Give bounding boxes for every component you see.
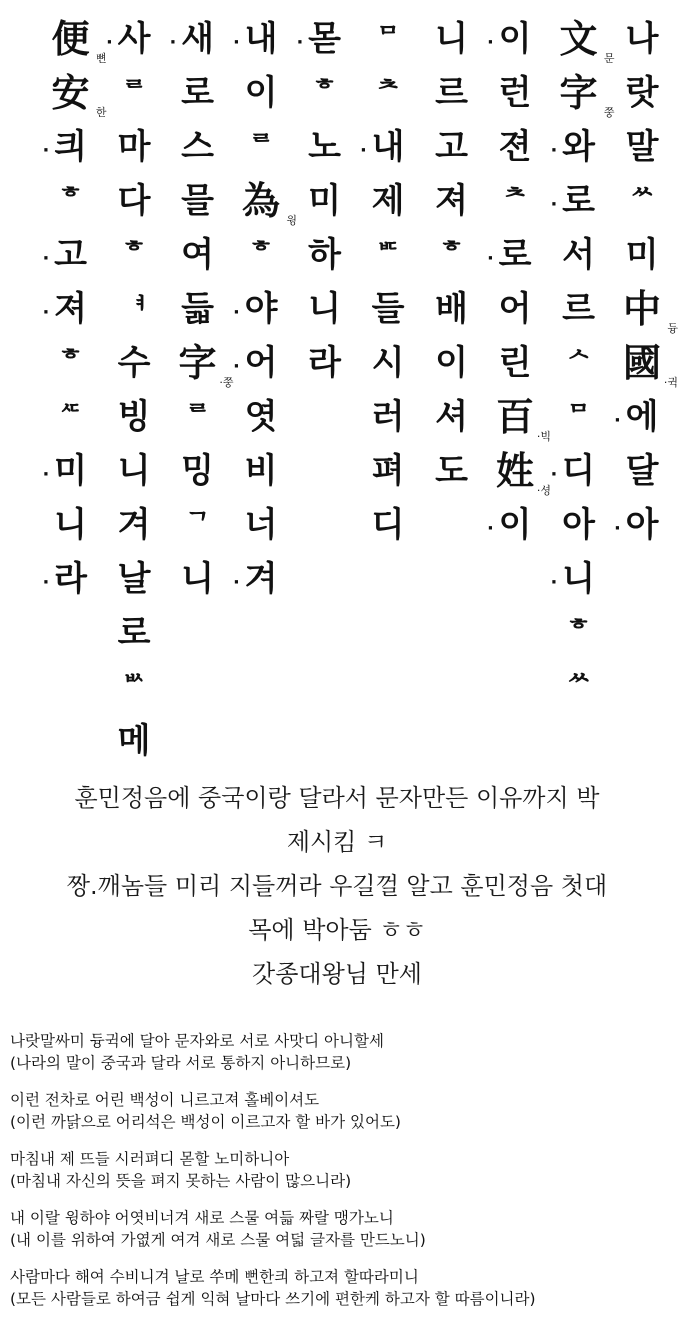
glyph-cell bbox=[41, 66, 107, 120]
glyph-cell bbox=[168, 498, 228, 552]
glyph-cell bbox=[104, 606, 164, 660]
hangul-glyph: ᄒ bbox=[57, 186, 84, 216]
tone-dot: · bbox=[169, 32, 177, 53]
hangul-glyph: 고 bbox=[435, 127, 468, 167]
glyph-cell bbox=[549, 606, 609, 660]
hangul-glyph: 런 bbox=[498, 73, 532, 113]
glyph-cell bbox=[41, 552, 101, 606]
glyph-cell bbox=[358, 390, 418, 444]
reading-annotation: 한 bbox=[95, 106, 107, 119]
hangul-glyph: 노 bbox=[308, 127, 341, 167]
hangul-glyph: 로 bbox=[562, 181, 595, 221]
glyph-cell bbox=[295, 66, 355, 120]
hangul-glyph: 디 bbox=[371, 505, 405, 545]
glyph-cell bbox=[612, 390, 672, 444]
hangul-glyph: ᄒ bbox=[57, 348, 84, 378]
hangul-glyph: 여 bbox=[181, 235, 214, 275]
glyph-cell bbox=[358, 336, 418, 390]
glyph-cell bbox=[549, 390, 609, 444]
hangul-glyph: 메 bbox=[117, 721, 151, 761]
glyph-cell bbox=[549, 660, 609, 714]
caption-line: 훈민정음에 중국이랑 달라서 문자만든 이유까지 박 bbox=[74, 784, 600, 812]
translation-pair bbox=[10, 1266, 670, 1310]
glyph-cell bbox=[422, 174, 482, 228]
hangul-glyph: 믈 bbox=[181, 181, 214, 221]
hangul-glyph: 라 bbox=[308, 343, 341, 383]
reading-annotation: ·빅 bbox=[536, 430, 551, 443]
tone-dot: · bbox=[42, 140, 50, 161]
hangul-glyph: 너 bbox=[244, 505, 278, 545]
hangul-glyph: 밍 bbox=[181, 451, 214, 491]
hangul-glyph: 하 bbox=[308, 235, 341, 275]
glyph-cell bbox=[485, 336, 545, 390]
hangul-glyph: 도 bbox=[435, 451, 468, 491]
hangul-glyph: 펴 bbox=[371, 451, 405, 491]
tone-dot: · bbox=[42, 302, 50, 323]
hangul-glyph: 빙 bbox=[117, 397, 151, 437]
vertical-column bbox=[41, 12, 107, 606]
glyph-cell bbox=[549, 336, 609, 390]
hanja-glyph: 便 bbox=[51, 16, 90, 61]
hangul-glyph: 스 bbox=[181, 127, 214, 167]
glyph-cell bbox=[549, 174, 609, 228]
glyph-cell bbox=[358, 174, 418, 228]
hangul-glyph: 미 bbox=[54, 451, 87, 491]
hangul-glyph: 말 bbox=[625, 127, 659, 167]
glyph-cell bbox=[104, 66, 164, 120]
translation-list bbox=[10, 1030, 670, 1325]
hangul-glyph: 이 bbox=[435, 343, 468, 383]
glyph-cell bbox=[104, 336, 164, 390]
translation-pair bbox=[10, 1207, 670, 1251]
glyph-cell bbox=[104, 552, 164, 606]
tone-dot: · bbox=[42, 572, 50, 593]
translation-pair bbox=[10, 1089, 670, 1133]
glyph-cell bbox=[231, 66, 291, 120]
glyph-cell bbox=[168, 552, 228, 606]
hangul-glyph: 수 bbox=[117, 343, 151, 383]
modern-korean-line: (이런 까닭으로 어리석은 백성이 이르고자 할 바가 있어도) bbox=[10, 1113, 401, 1131]
hanja-glyph: 中 bbox=[622, 286, 661, 331]
glyph-cell bbox=[295, 228, 355, 282]
glyph-cell bbox=[422, 120, 482, 174]
hangul-glyph: 킈 bbox=[54, 127, 87, 167]
hangul-glyph: 젼 bbox=[498, 127, 532, 167]
glyph-cell bbox=[104, 12, 164, 66]
glyph-cell bbox=[41, 498, 101, 552]
glyph-cell bbox=[104, 228, 164, 282]
glyph-cell bbox=[485, 390, 551, 444]
hangul-glyph: 겨 bbox=[244, 559, 278, 599]
hangul-glyph: 와 bbox=[562, 127, 595, 167]
hangul-glyph: ᄯ bbox=[57, 402, 84, 432]
hanja-glyph: 為 bbox=[241, 178, 280, 223]
tone-dot: · bbox=[550, 140, 558, 161]
hangul-glyph: 어 bbox=[244, 343, 278, 383]
hangul-glyph: 니 bbox=[54, 505, 87, 545]
glyph-cell bbox=[41, 282, 101, 336]
hangul-glyph: 내 bbox=[244, 19, 278, 59]
hangul-glyph: 서 bbox=[562, 235, 595, 275]
caption-line: 갓종대왕님 만세 bbox=[252, 960, 422, 988]
glyph-cell bbox=[104, 282, 164, 336]
hangul-glyph: ᄀ bbox=[184, 510, 211, 540]
hangul-glyph: 셔 bbox=[435, 397, 468, 437]
glyph-cell bbox=[104, 174, 164, 228]
hangul-glyph: ᄎ bbox=[502, 186, 528, 216]
hangul-glyph: 달 bbox=[625, 451, 659, 491]
tone-dot: · bbox=[42, 248, 50, 269]
glyph-cell bbox=[612, 174, 672, 228]
glyph-cell bbox=[422, 12, 482, 66]
glyph-cell bbox=[104, 390, 164, 444]
reading-annotation: 뼌 bbox=[95, 52, 107, 65]
reading-annotation: ·쭝 bbox=[219, 376, 234, 389]
modern-korean-line: (나라의 말이 중국과 달라 서로 통하지 아니하므로) bbox=[10, 1054, 352, 1072]
hanja-glyph: 字 bbox=[559, 70, 598, 115]
hangul-glyph: 겨 bbox=[117, 505, 151, 545]
hanja-glyph: 安 bbox=[51, 70, 90, 115]
hangul-glyph: ᄒ bbox=[438, 240, 465, 270]
glyph-cell bbox=[168, 228, 228, 282]
hangul-glyph: 져 bbox=[435, 181, 468, 221]
hangul-glyph: 디 bbox=[562, 451, 595, 491]
glyph-cell bbox=[612, 228, 672, 282]
glyph-cell bbox=[168, 12, 228, 66]
hangul-glyph: ᄅ bbox=[184, 402, 211, 432]
caption-line: 제시킴 ㅋ bbox=[286, 828, 388, 856]
hangul-glyph: 시 bbox=[371, 343, 405, 383]
glyph-cell bbox=[104, 660, 164, 714]
tone-dot: · bbox=[550, 194, 558, 215]
glyph-cell bbox=[295, 174, 355, 228]
glyph-cell bbox=[485, 228, 545, 282]
glyph-cell bbox=[41, 228, 101, 282]
hangul-glyph: ᄎ bbox=[375, 78, 401, 108]
glyph-cell bbox=[231, 444, 291, 498]
hangul-glyph: 사 bbox=[117, 19, 151, 59]
tone-dot: · bbox=[614, 518, 621, 539]
glyph-cell bbox=[485, 444, 551, 498]
glyph-cell bbox=[358, 444, 418, 498]
hangul-glyph: 르 bbox=[435, 73, 468, 113]
hangul-glyph: ᄠ bbox=[375, 240, 401, 270]
old-korean-line: 내 이랄 윙하야 어엿비너겨 새로 스물 여듧 짜랄 맹가노니 bbox=[10, 1209, 394, 1227]
hangul-glyph: 르 bbox=[562, 289, 595, 329]
glyph-cell bbox=[358, 498, 418, 552]
glyph-cell bbox=[168, 66, 228, 120]
hangul-glyph: ᄒ bbox=[121, 240, 147, 270]
old-korean-line: 이런 전차로 어린 백성이 니르고져 홀베이셔도 bbox=[10, 1091, 320, 1109]
glyph-cell bbox=[485, 12, 545, 66]
tone-dot: · bbox=[487, 518, 494, 539]
glyph-cell bbox=[422, 336, 482, 390]
hangul-glyph: 제 bbox=[371, 181, 405, 221]
glyph-cell bbox=[41, 390, 101, 444]
glyph-cell bbox=[612, 444, 672, 498]
glyph-cell bbox=[168, 174, 228, 228]
glyph-cell bbox=[485, 66, 545, 120]
glyph-cell bbox=[104, 444, 164, 498]
caption-line: 목에 박아둠 ㅎㅎ bbox=[248, 916, 426, 944]
glyph-cell bbox=[549, 498, 609, 552]
hangul-glyph: 듧 bbox=[181, 289, 214, 329]
vertical-column bbox=[295, 12, 355, 390]
reading-annotation: ·셩 bbox=[536, 484, 551, 497]
glyph-cell bbox=[231, 390, 291, 444]
hangul-glyph: 랏 bbox=[625, 73, 659, 113]
glyph-cell bbox=[168, 282, 228, 336]
hangul-glyph: 로 bbox=[117, 613, 151, 653]
glyph-cell bbox=[612, 12, 672, 66]
hangul-glyph: ᅧ bbox=[121, 294, 147, 324]
vertical-column bbox=[104, 12, 164, 768]
glyph-cell bbox=[422, 282, 482, 336]
hangul-glyph: 에 bbox=[625, 397, 659, 437]
glyph-cell bbox=[295, 336, 355, 390]
vertical-column bbox=[549, 12, 615, 714]
hanja-glyph: 姓 bbox=[495, 448, 534, 493]
glyph-cell bbox=[549, 120, 609, 174]
hangul-glyph: ᄊ bbox=[629, 186, 655, 216]
hangul-glyph: 니 bbox=[117, 451, 151, 491]
hangul-glyph: 로 bbox=[181, 73, 214, 113]
glyph-cell bbox=[231, 552, 291, 606]
vertical-column bbox=[231, 12, 297, 606]
vertical-column bbox=[422, 12, 482, 498]
hangul-glyph: 날 bbox=[117, 559, 151, 599]
glyph-cell bbox=[549, 282, 609, 336]
vertical-column bbox=[358, 12, 418, 552]
hangul-glyph: 린 bbox=[498, 343, 532, 383]
hangul-glyph: 몯 bbox=[308, 19, 341, 59]
old-korean-line: 나랏말싸미 듕귁에 달아 문자와로 서로 사맛디 아니할세 bbox=[10, 1032, 384, 1050]
hangul-glyph: 니 bbox=[308, 289, 341, 329]
glyph-cell bbox=[485, 498, 545, 552]
hanja-glyph: 文 bbox=[559, 16, 598, 61]
glyph-cell bbox=[41, 444, 101, 498]
glyph-cell bbox=[422, 444, 482, 498]
glyph-cell bbox=[41, 12, 107, 66]
glyph-cell bbox=[41, 174, 101, 228]
tone-dot: · bbox=[550, 464, 558, 485]
hangul-glyph: 내 bbox=[371, 127, 405, 167]
tone-dot: · bbox=[42, 464, 50, 485]
hangul-glyph: 어 bbox=[498, 289, 532, 329]
glyph-cell bbox=[612, 498, 672, 552]
tone-dot: · bbox=[233, 302, 240, 323]
hanja-glyph: 字 bbox=[178, 340, 217, 385]
vertical-column bbox=[485, 12, 551, 552]
tone-dot: · bbox=[233, 356, 240, 377]
glyph-cell bbox=[168, 390, 228, 444]
glyph-cell bbox=[549, 12, 615, 66]
glyph-cell bbox=[549, 228, 609, 282]
hangul-glyph: ᄒ bbox=[311, 78, 338, 108]
hangul-glyph: ᄆ bbox=[565, 402, 592, 432]
hangul-glyph: ᄒ bbox=[248, 240, 274, 270]
tone-dot: · bbox=[614, 410, 621, 431]
glyph-cell bbox=[485, 282, 545, 336]
tone-dot: · bbox=[296, 32, 304, 53]
hanja-glyph: 百 bbox=[495, 394, 534, 439]
hangul-glyph: 다 bbox=[117, 181, 151, 221]
glyph-cell bbox=[549, 552, 609, 606]
hangul-glyph: 들 bbox=[371, 289, 405, 329]
reading-annotation: 듕 bbox=[667, 322, 678, 335]
tone-dot: · bbox=[487, 248, 494, 269]
glyph-cell bbox=[612, 66, 672, 120]
reading-annotation: 쭝 bbox=[603, 106, 615, 119]
tone-dot: · bbox=[233, 572, 240, 593]
glyph-cell bbox=[168, 336, 234, 390]
hangul-glyph: ᄆ bbox=[375, 24, 401, 54]
hanja-glyph: 國 bbox=[622, 340, 661, 385]
modern-korean-line: (내 이를 위하여 가엾게 여겨 새로 스물 여덟 글자를 만드노니) bbox=[10, 1231, 426, 1249]
hangul-glyph: ᄉ bbox=[565, 348, 592, 378]
hangul-glyph: 배 bbox=[435, 289, 468, 329]
hangul-glyph: 비 bbox=[244, 451, 278, 491]
modern-korean-line: (마침내 자신의 뜻을 펴지 못하는 사람이 많으니라) bbox=[10, 1172, 352, 1190]
glyph-cell bbox=[231, 336, 291, 390]
hangul-glyph: 니 bbox=[181, 559, 214, 599]
hangul-glyph: 이 bbox=[244, 73, 278, 113]
hangul-glyph: ᄡ bbox=[121, 672, 147, 702]
glyph-cell bbox=[104, 120, 164, 174]
reading-annotation: 윙 bbox=[286, 214, 297, 227]
glyph-cell bbox=[295, 12, 355, 66]
tone-dot: · bbox=[360, 140, 367, 161]
glyph-cell bbox=[231, 120, 291, 174]
hangul-glyph: 이 bbox=[498, 19, 532, 59]
glyph-cell bbox=[422, 390, 482, 444]
glyph-cell bbox=[422, 228, 482, 282]
glyph-cell bbox=[231, 174, 297, 228]
hangul-glyph: 러 bbox=[371, 397, 405, 437]
reading-annotation: 문 bbox=[603, 52, 615, 65]
hangul-glyph: 로 bbox=[498, 235, 532, 275]
hangul-glyph: ᄅ bbox=[121, 78, 147, 108]
hangul-glyph: 니 bbox=[435, 19, 468, 59]
hangul-glyph: 니 bbox=[562, 559, 595, 599]
old-korean-line: 사람마다 해여 수비니겨 날로 쑤메 뻔한킈 하고져 할따라미니 bbox=[10, 1268, 419, 1286]
vertical-column bbox=[168, 12, 234, 606]
translation-pair bbox=[10, 1030, 670, 1074]
glyph-cell bbox=[549, 444, 609, 498]
tone-dot: · bbox=[233, 32, 240, 53]
glyph-cell bbox=[231, 12, 291, 66]
glyph-cell bbox=[168, 120, 228, 174]
glyph-cell bbox=[41, 336, 101, 390]
vertical-column bbox=[612, 12, 678, 552]
glyph-cell bbox=[612, 282, 678, 336]
glyph-cell bbox=[358, 66, 418, 120]
hangul-glyph: ᄊ bbox=[565, 672, 592, 702]
translation-pair bbox=[10, 1148, 670, 1192]
glyph-cell bbox=[422, 66, 482, 120]
glyph-cell bbox=[168, 444, 228, 498]
glyph-cell bbox=[41, 120, 101, 174]
glyph-cell bbox=[358, 282, 418, 336]
glyph-cell bbox=[358, 228, 418, 282]
tone-dot: · bbox=[487, 32, 494, 53]
hangul-glyph: 미 bbox=[625, 235, 659, 275]
glyph-cell bbox=[549, 66, 615, 120]
glyph-cell bbox=[485, 174, 545, 228]
hangul-glyph: 마 bbox=[117, 127, 151, 167]
glyph-cell bbox=[231, 228, 291, 282]
glyph-cell bbox=[612, 336, 678, 390]
glyph-cell bbox=[104, 498, 164, 552]
hangul-glyph: 아 bbox=[562, 505, 595, 545]
glyph-cell bbox=[358, 12, 418, 66]
hangul-glyph: 이 bbox=[498, 505, 532, 545]
old-korean-line: 마침내 제 뜨들 시러펴디 몯할 노미하니아 bbox=[10, 1150, 290, 1168]
tone-dot: · bbox=[550, 572, 558, 593]
hangul-glyph: ᄅ bbox=[248, 132, 274, 162]
glyph-cell bbox=[358, 120, 418, 174]
glyph-cell bbox=[295, 282, 355, 336]
hangul-glyph: 나 bbox=[625, 19, 659, 59]
glyph-cell bbox=[231, 498, 291, 552]
caption-line: 짱.깨놈들 미리 지들꺼라 우길껄 알고 훈민정음 첫대 bbox=[66, 872, 608, 900]
hangul-glyph: 고 bbox=[54, 235, 87, 275]
glyph-cell bbox=[485, 120, 545, 174]
glyph-cell bbox=[231, 282, 291, 336]
tone-dot: · bbox=[106, 32, 113, 53]
reading-annotation: ·귁 bbox=[663, 376, 678, 389]
hangul-glyph: 엿 bbox=[244, 397, 278, 437]
hangul-glyph: 아 bbox=[625, 505, 659, 545]
hangul-glyph: 미 bbox=[308, 181, 341, 221]
hangul-glyph: 새 bbox=[181, 19, 214, 59]
hangul-glyph: 라 bbox=[54, 559, 87, 599]
glyph-cell bbox=[612, 120, 672, 174]
hangul-glyph: 야 bbox=[244, 289, 278, 329]
hangul-glyph: 져 bbox=[54, 289, 87, 329]
glyph-cell bbox=[295, 120, 355, 174]
glyph-cell bbox=[104, 714, 164, 768]
hangul-glyph: ᄒ bbox=[565, 618, 592, 648]
modern-korean-line: (모든 사람들로 하여금 쉽게 익혀 날마다 쓰기에 편한케 하고자 할 따름이니라) bbox=[10, 1290, 536, 1308]
caption-block bbox=[0, 776, 674, 996]
